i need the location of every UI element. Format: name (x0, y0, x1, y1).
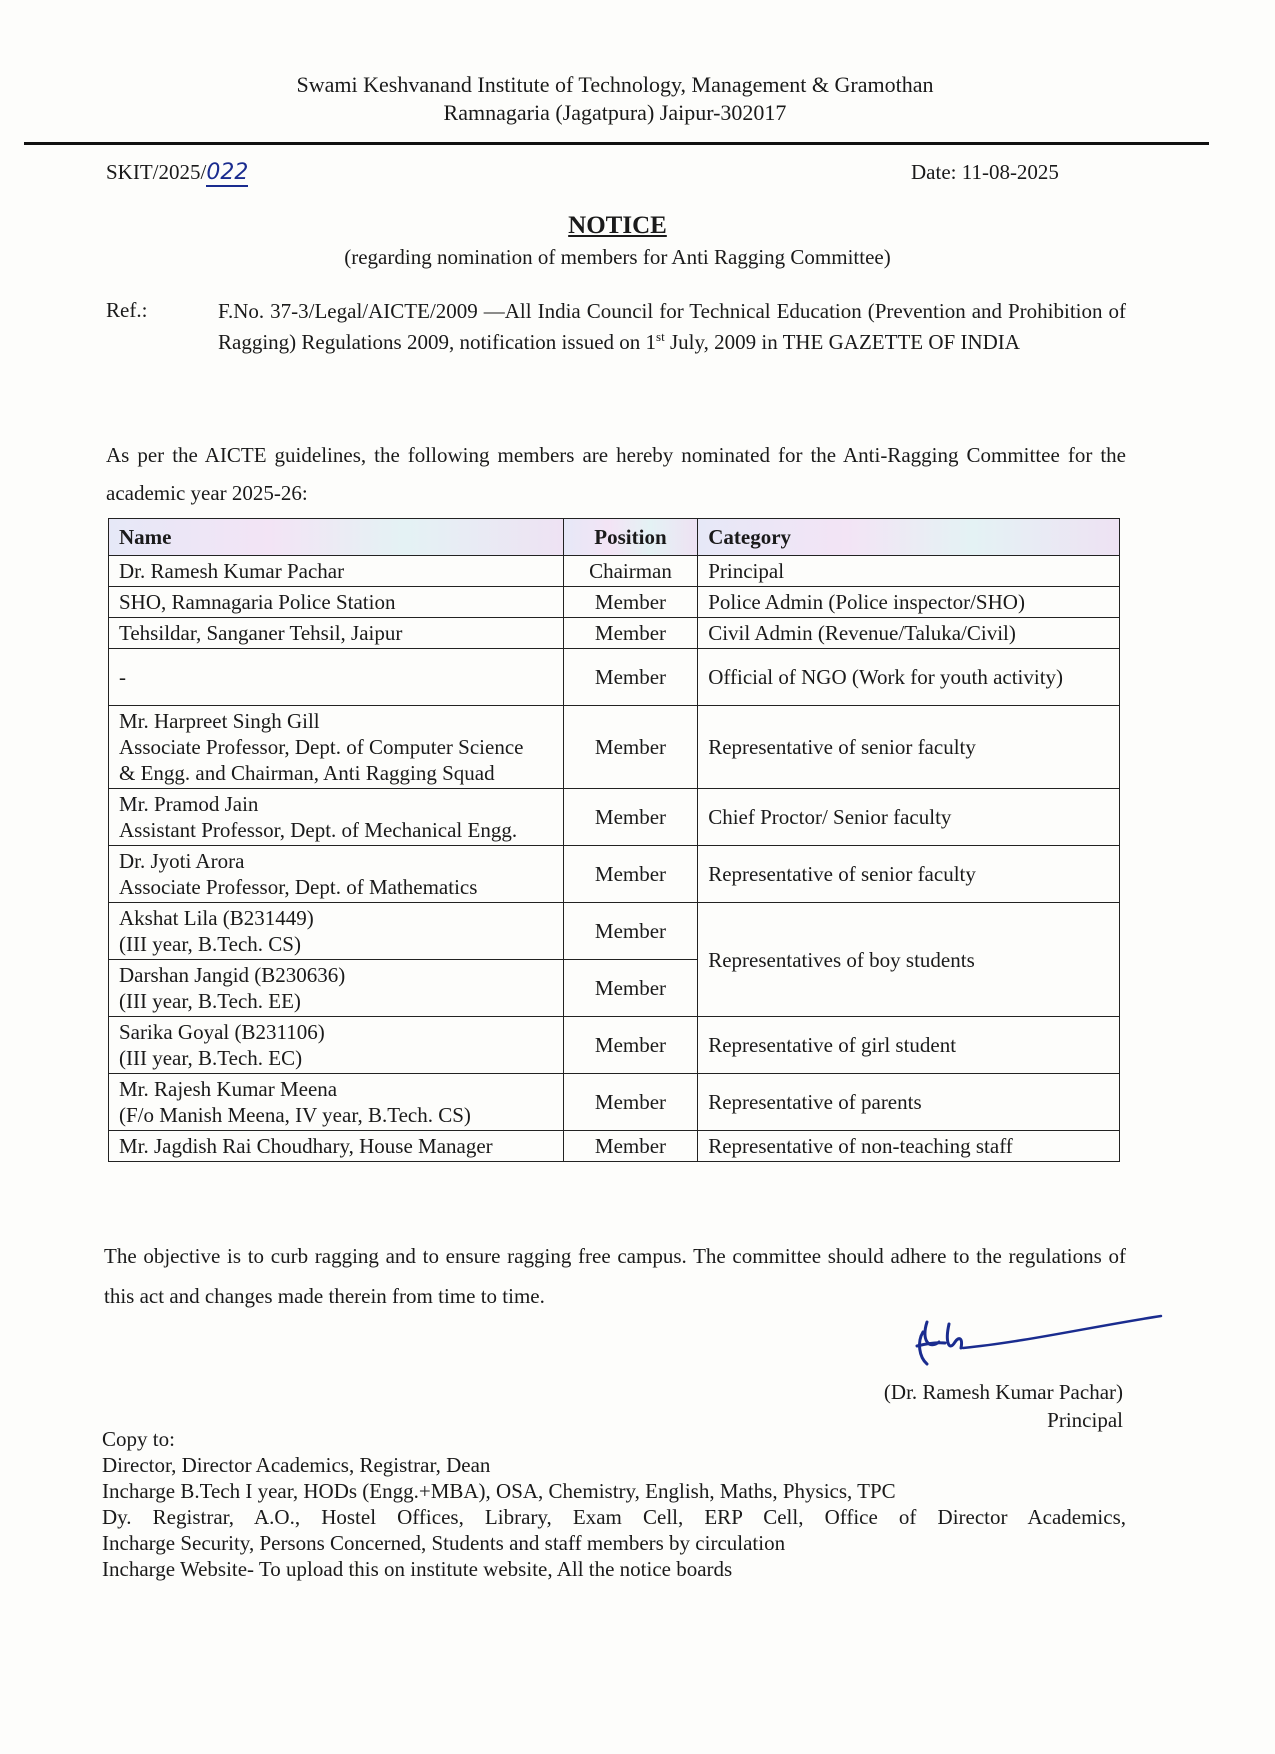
member-position: Member (563, 1074, 697, 1131)
member-category: Representative of senior faculty (698, 846, 1120, 903)
member-category: Representative of non-teaching staff (698, 1131, 1120, 1162)
copy-to-line: Incharge Website- To upload this on institute website, All the notice boards (102, 1557, 733, 1581)
reference-text-tail: July, 2009 in THE GAZETTE OF INDIA (664, 330, 1020, 354)
signatory-name: (Dr. Ramesh Kumar Pachar) (883, 1380, 1123, 1404)
name-line: Sarika Goyal (B231106) (119, 1020, 325, 1044)
table-header-row (109, 519, 1120, 556)
table-row (109, 556, 1120, 587)
member-category: Official of NGO (Work for youth activity) (698, 649, 1120, 706)
copy-to-block (102, 1426, 1126, 1582)
reference-number (106, 160, 248, 185)
member-category: Civil Admin (Revenue/Taluka/Civil) (698, 618, 1120, 649)
member-name (109, 789, 564, 846)
member-position: Member (563, 587, 697, 618)
member-name (109, 846, 564, 903)
table-row (109, 903, 1120, 960)
member-category: Chief Proctor/ Senior faculty (698, 789, 1120, 846)
reference-number-handwritten: 022 (206, 160, 249, 185)
reference-label: Ref.: (106, 298, 148, 322)
signatory-title: Principal (1047, 1408, 1123, 1432)
intro-paragraph: As per the AICTE guidelines, the following members are hereby nominated for the Anti-Ragging Committee for the academic year 2025-26: (106, 443, 1126, 505)
name-line: Akshat Lila (B231449) (119, 906, 314, 930)
member-name (109, 706, 564, 789)
member-category: Representative of senior faculty (698, 706, 1120, 789)
name-line: Mr. Jagdish Rai Choudhary, House Manager (119, 1134, 493, 1158)
member-position: Member (563, 846, 697, 903)
member-position: Member (563, 1131, 697, 1162)
principal-signature (915, 1312, 1165, 1372)
member-name (109, 1074, 564, 1131)
name-line: Assistant Professor, Dept. of Mechanical Engg. (119, 818, 518, 842)
member-category: Representatives of boy students (698, 903, 1120, 1017)
name-line: (III year, B.Tech. EC) (119, 1046, 303, 1070)
header-rule (24, 142, 1209, 145)
member-position: Member (563, 706, 697, 789)
name-line: Dr. Jyoti Arora (119, 849, 245, 873)
name-line: Darshan Jangid (B230636) (119, 963, 346, 987)
member-name (109, 960, 564, 1017)
name-line: (F/o Manish Meena, IV year, B.Tech. CS) (119, 1103, 471, 1127)
copy-to-label: Copy to: (102, 1427, 175, 1451)
institute-name: Swami Keshvanand Institute of Technology, Management & Gramothan (296, 72, 934, 97)
table-row (109, 789, 1120, 846)
name-line: - (119, 665, 126, 689)
member-position: Member (563, 649, 697, 706)
name-line: Dr. Ramesh Kumar Pachar (119, 559, 345, 583)
member-position: Member (563, 618, 697, 649)
notice-title: NOTICE (568, 212, 667, 239)
member-category: Representative of girl student (698, 1017, 1120, 1074)
copy-to-line: Incharge Security, Persons Concerned, Students and staff members by circulation (102, 1531, 786, 1555)
name-line: SHO, Ramnagaria Police Station (119, 590, 396, 614)
table-row (109, 1017, 1120, 1074)
name-line: Mr. Pramod Jain (119, 792, 259, 816)
closing-paragraph: The objective is to curb ragging and to ensure ragging free campus. The committee should adhere to the regulations of this act and changes made therein from time to time. (104, 1244, 1126, 1308)
name-line: (III year, B.Tech. CS) (119, 932, 301, 956)
reference-text-superscript: st (656, 329, 665, 344)
table-row (109, 649, 1120, 706)
member-name (109, 556, 564, 587)
member-position: Member (563, 960, 697, 1017)
member-name (109, 649, 564, 706)
member-name (109, 1131, 564, 1162)
copy-to-line: Incharge B.Tech I year, HODs (Engg.+MBA), OSA, Chemistry, English, Maths, Physics, TPC (102, 1479, 896, 1503)
member-name (109, 903, 564, 960)
name-line: Mr. Harpreet Singh Gill (119, 709, 320, 733)
institute-address: Ramnagaria (Jagatpura) Jaipur-302017 (443, 100, 787, 125)
member-position: Chairman (563, 556, 697, 587)
name-line: Mr. Rajesh Kumar Meena (119, 1077, 338, 1101)
reference-text (218, 298, 1126, 355)
table-row (109, 846, 1120, 903)
member-position: Member (563, 903, 697, 960)
member-name (109, 618, 564, 649)
table-row (109, 618, 1120, 649)
name-line: & Engg. and Chairman, Anti Ragging Squad (119, 761, 495, 785)
table-row (109, 587, 1120, 618)
member-position: Member (563, 789, 697, 846)
member-category: Principal (698, 556, 1120, 587)
name-line: Tehsildar, Sanganer Tehsil, Jaipur (119, 621, 403, 645)
member-category: Representative of parents (698, 1074, 1120, 1131)
member-position: Member (563, 1017, 697, 1074)
header-position: Position (563, 519, 697, 556)
copy-to-line: Dy. Registrar, A.O., Hostel Offices, Library, Exam Cell, ERP Cell, Office of Director Academics, (102, 1505, 1126, 1529)
table-row (109, 706, 1120, 789)
header-category: Category (698, 519, 1120, 556)
notice-subtitle: (regarding nomination of members for Anti Ragging Committee) (344, 245, 891, 269)
header-name: Name (109, 519, 564, 556)
copy-to-line: Director, Director Academics, Registrar, Dean (102, 1453, 491, 1477)
member-name (109, 587, 564, 618)
reference-text-main: F.No. 37-3/Legal/AICTE/2009 —All India Council for Technical Education (Prevention and Prohibition of Ragging) Regulations 2009, notification issued on 1 (218, 299, 1126, 354)
table-row (109, 1074, 1120, 1131)
member-name (109, 1017, 564, 1074)
name-line: Associate Professor, Dept. of Mathematics (119, 875, 478, 899)
member-category: Police Admin (Police inspector/SHO) (698, 587, 1120, 618)
name-line: (III year, B.Tech. EE) (119, 989, 301, 1013)
committee-table (108, 518, 1120, 1162)
reference-number-printed: SKIT/2025/ (106, 160, 207, 184)
table-row (109, 1131, 1120, 1162)
notice-date: Date: 11-08-2025 (911, 160, 1059, 184)
name-line: Associate Professor, Dept. of Computer Science (119, 735, 524, 759)
